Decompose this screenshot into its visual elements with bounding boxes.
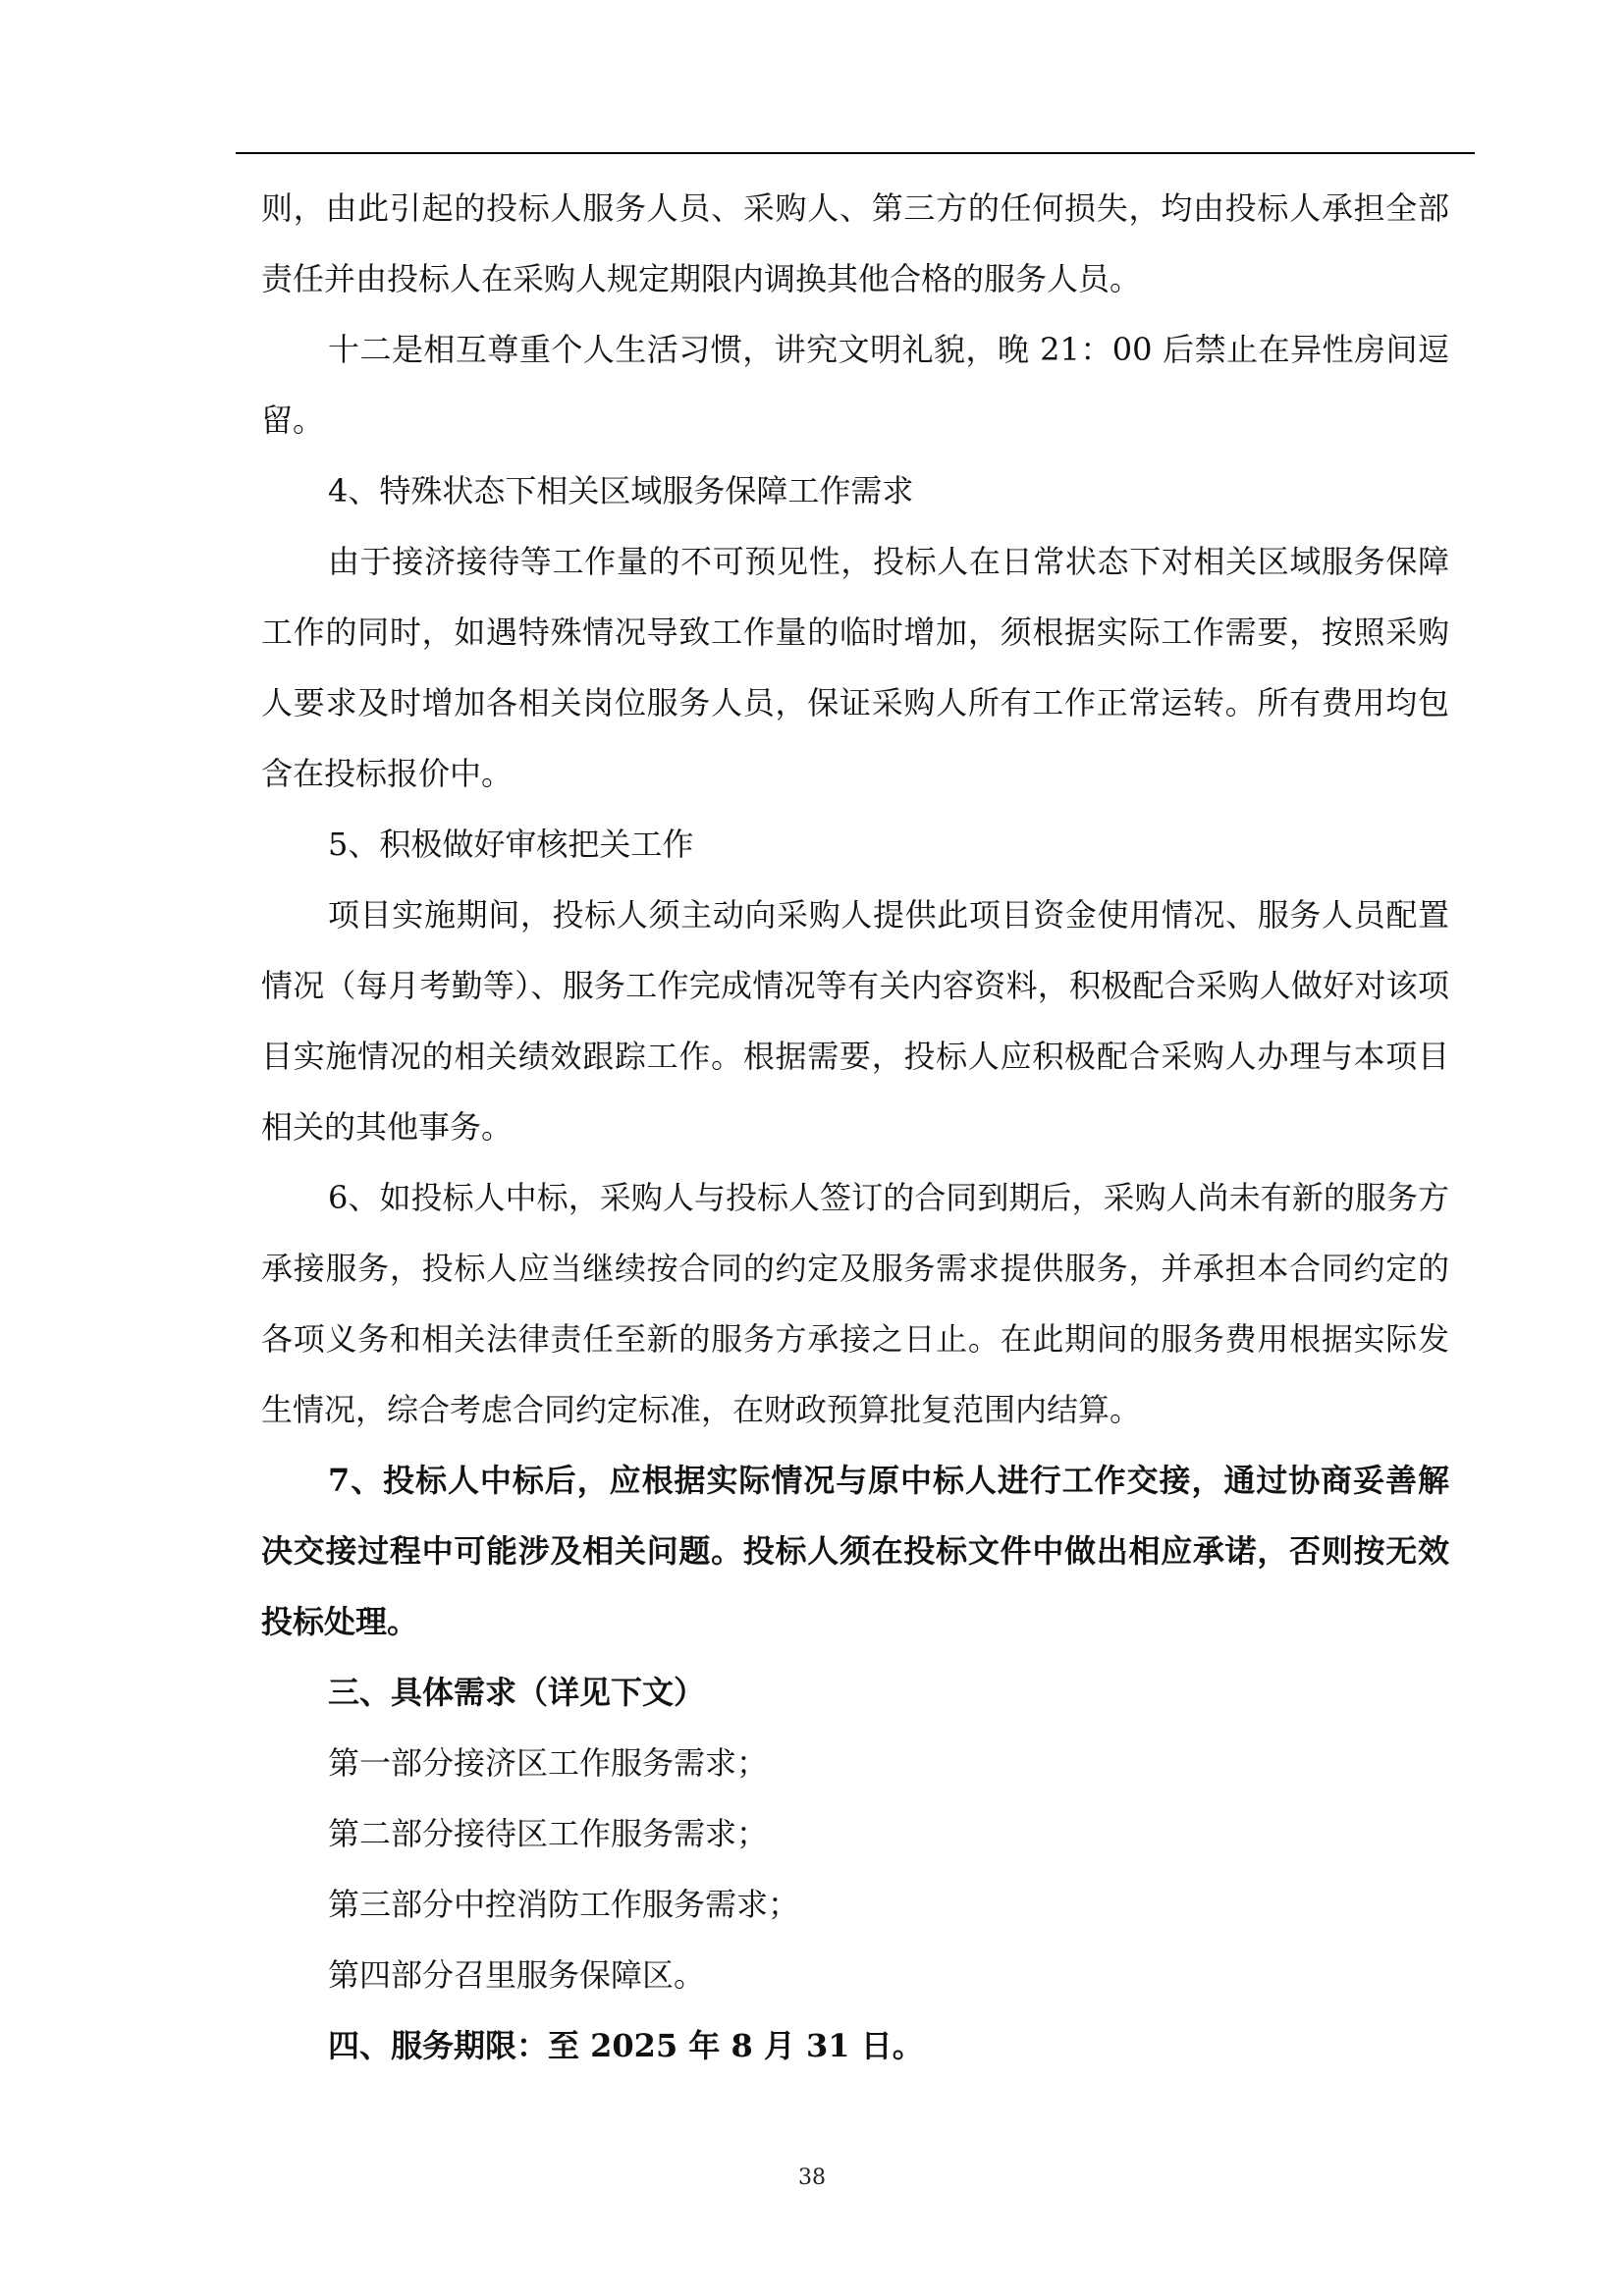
list-item-part-one: 第一部分接济区工作服务需求；	[328, 1744, 769, 1782]
list-item-part-three: 第三部分中控消防工作服务需求；	[328, 1886, 800, 1923]
paragraph-section-5-body: 项目实施期间，投标人须主动向采购人提供此项目资金使用情况、服务人员配置情况（每月考勤等）、服务工作完成情况等有关内容资料，积极配合采购人做好对该项目实施情况的相关绩效跟踪工作。根据需要，投标人应积极配合采购人办理与本项目相关的其他事务。	[261, 896, 1449, 1146]
page-number: 38	[798, 2165, 826, 2190]
paragraph-section-4-body: 由于接济接待等工作量的不可预见性，投标人在日常状态下对相关区域服务保障工作的同时，如遇特殊情况导致工作量的临时增加，须根据实际工作需要，按照采购人要求及时增加各相关岗位服务人员，保证采购人所有工作正常运转。所有费用均包含在投标报价中。	[261, 543, 1449, 792]
section-heading-5: 5、积极做好审核把关工作	[328, 826, 694, 863]
document-body	[261, 173, 1449, 2081]
paragraph-section-7: 7、投标人中标后，应根据实际情况与原中标人进行工作交接，通过协商妥善解决交接过程中可能涉及相关问题。投标人须在投标文件中做出相应承诺，否则按无效投标处理。	[261, 1462, 1449, 1640]
header-rule	[236, 152, 1475, 154]
list-item-part-two: 第二部分接待区工作服务需求；	[328, 1815, 769, 1852]
section-heading-four-service-period: 四、服务期限：至 2025 年 8 月 31 日。	[328, 2027, 924, 2064]
paragraph-item-twelve: 十二是相互尊重个人生活习惯，讲究文明礼貌，晚 21：00 后禁止在异性房间逗留。	[261, 331, 1449, 439]
paragraph-continuation: 则，由此引起的投标人服务人员、采购人、第三方的任何损失，均由投标人承担全部责任并由投标人在采购人规定期限内调换其他合格的服务人员。	[261, 189, 1449, 297]
paragraph-section-6: 6、如投标人中标，采购人与投标人签订的合同到期后，采购人尚未有新的服务方承接服务，投标人应当继续按合同的约定及服务需求提供服务，并承担本合同约定的各项义务和相关法律责任至新的服务方承接之日止。在此期间的服务费用根据实际发生情况，综合考虑合同约定标准，在财政预算批复范围内结算。	[261, 1179, 1449, 1428]
section-heading-4: 4、特殊状态下相关区域服务保障工作需求	[328, 472, 914, 509]
list-item-part-four: 第四部分召里服务保障区。	[328, 1956, 706, 1994]
section-heading-three: 三、具体需求（详见下文）	[328, 1674, 706, 1711]
